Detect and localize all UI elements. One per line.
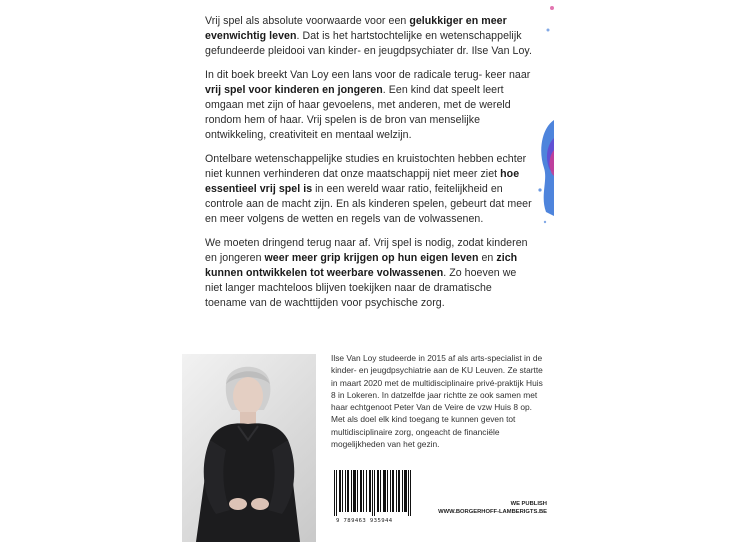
author-bio: Ilse Van Loy studeerde in 2015 af als arts-specialist in de kinder- en jeugdpsychiatrie aan de KU Leuven. Ze startte in maart 2020 met de multidisciplinaire privé-praktijk Huis 8 in Lokeren. In datzelfde jaar richtte ze ook samen met haar echtgenoot Peter Van de Veire de vzw Huis 8 op. Met als doel elk kind toegang te kunnen geven tot multidisciplinaire zorg, ongeacht de financiële mogelijkheden van het gezin. — [331, 353, 543, 450]
blurb-text: in een wereld waar ratio, feitelijkheid en controle aan de macht zijn. En als kinderen spelen, gebeurt dat meer en meer volgens de wetten en regels van de volwassenen. — [205, 182, 532, 225]
blurb-paragraph-3 — [205, 152, 535, 226]
blurb-bold-text: hoe essentieel vrij spel is — [205, 168, 520, 195]
publisher-url: WWW.BORGERHOFF-LAMBERIGTS.BE — [438, 509, 547, 515]
blurb-paragraph-2 — [205, 68, 535, 142]
blurb-text: . Dat is het hartstochtelijke en wetenschappelijk gefundeerde pleidooi van kinder- en jeugdpsychiater dr. Ilse Van Loy. — [205, 29, 532, 57]
blurb-bold-text: vrij spel voor kinderen en jongeren — [205, 84, 383, 97]
publisher-tagline: WE PUBLISH — [510, 501, 547, 507]
blurb-text: In dit boek breekt Van Loy een lans voor de radicale terug- keer naar — [205, 69, 531, 82]
blurb-text: Ontelbare wetenschappelijke studies en kruistochten hebben echter niet kunnen verhinderen dat onze maatschappij niet meer ziet — [205, 153, 527, 181]
blurb-text: en — [478, 252, 497, 265]
author-photo — [182, 354, 316, 542]
blurb-text: Vrij spel als absolute voorwaarde voor een — [205, 15, 410, 27]
blurb-text: We moeten dringend terug naar af. Vrij spel is nodig, zodat kinderen en jongeren — [205, 237, 528, 265]
blurb-paragraph-1 — [205, 14, 535, 58]
blurb-bold-text: weer meer grip krijgen op hun eigen leven — [264, 252, 479, 265]
blurb-bold-text: gelukkiger en meer evenwichtig leven — [205, 15, 507, 42]
blurb-paragraph-4 — [205, 236, 535, 310]
blurb-text: . Een kind dat speelt leert omgaan met zijn of haar gevoelens, met anderen, met de wereld rondom hem of haar. Vrij spelen is de bron van menselijke ontwikkeling, creativiteit en mentaal welzijn. — [205, 84, 511, 141]
publisher-info — [421, 500, 547, 516]
isbn-number: 9 789463 935944 — [336, 518, 393, 524]
back-cover-blurb — [205, 14, 535, 320]
watercolor-paint-splash — [528, 0, 554, 230]
blurb-bold-text: zich kunnen ontwikkelen tot weerbare volwassenen — [205, 252, 518, 279]
blurb-text: . Zo hoeven we niet langer machteloos blijven toekijken naar de dramatische toename van de wachttijden voor psychische zorg. — [205, 266, 517, 309]
